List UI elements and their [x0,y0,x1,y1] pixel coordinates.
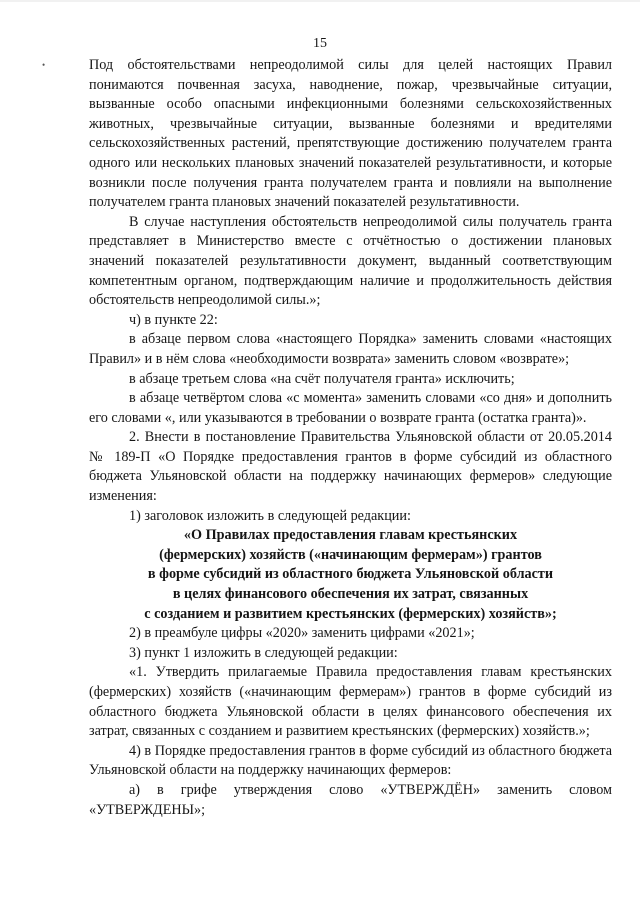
paragraph: Под обстоятельствами непреодолимой силы для целей настоящих Правил понимаются почвенная засуха, наводнение, пожар, чрезвычайные ситуации, вызванные особо опасными инфекционными болезнями сельскохозяйственных животных, чрезвычайные ситуации, вызванные болезнями и вредителями сельскохозяйственных растений, препятствующие достижению получателем гранта одного или нескольких плановых значений показателей результативности, и которые возникли после получения гранта получателем гранта и повлияли на выполнение получателем гранта плановых значений показателей результативности. [89,57,612,211]
paragraph: в абзаце четвёртом слова «с момента» заменить словами «со дня» и дополнить его словами «, или указываются в требовании о возврате гранта (остатка гранта)». [89,390,612,426]
paragraph: 4) в Порядке предоставления грантов в форме субсидий из областного бюджета Ульяновской области на поддержку начинающих фермеров: [89,742,612,779]
paragraph: В случае наступления обстоятельств непреодолимой силы получатель гранта представляет в Министерство вместе с отчётностью о достижении плановых значений показателей результативности документ, выданный соответствующим компетентным органом, подтверждающим наличие и продолжительность действия обстоятельств непреодолимой силы.»; [89,213,612,309]
paragraph: 1) заголовок изложить в следующей редакции: [129,507,411,524]
paragraph: в абзаце первом слова «настоящего Порядка» заменить словами «настоящих Правил» и в нём слова «необходимости возврата» заменить словом «возврате»; [89,331,612,367]
document-body [89,56,612,820]
title-line: с созданием и развитием крестьянских (фермерских) хозяйств»; [144,605,557,622]
margin-mark: • [42,60,46,70]
title-line: в целях финансового обеспечения их затрат, связанных [172,586,529,603]
title-line: «О Правилах предоставления главам крестьянских [183,527,518,544]
title-line: (фермерских) хозяйств («начинающим фермерам») грантов [159,546,542,563]
paragraph: «1. Утвердить прилагаемые Правила предоставления главам крестьянских (фермерских) хозяйств («начинающим фермерам») грантов в форме субсидий из областного бюджета Ульяновской области в целях финансового обеспечения их затрат, связанных с созданием и развитием крестьянских (фермерских) хозяйств.»; [89,664,612,740]
title-line: в форме субсидий из областного бюджета Ульяновской области [147,566,554,583]
scan-edge [0,0,640,2]
paragraph: 2) в преамбуле цифры «2020» заменить цифрами «2021»; [129,625,475,642]
paragraph: 2. Внести в постановление Правительства Ульяновской области от 20.05.2014 № 189-П «О Порядке предоставления грантов в форме субсидий из областного бюджета Ульяновской области на поддержку начинающих фермеров» следующие изменения: [89,429,612,505]
page-number: 15 [313,36,327,51]
paragraph: а) в грифе утверждения слово «УТВЕРЖДЁН» заменить словом «УТВЕРЖДЕНЫ»; [89,781,612,818]
paragraph: в абзаце третьем слова «на счёт получателя гранта» исключить; [129,370,515,387]
paragraph: 3) пункт 1 изложить в следующей редакции: [129,644,398,661]
paragraph: ч) в пункте 22: [129,311,218,328]
